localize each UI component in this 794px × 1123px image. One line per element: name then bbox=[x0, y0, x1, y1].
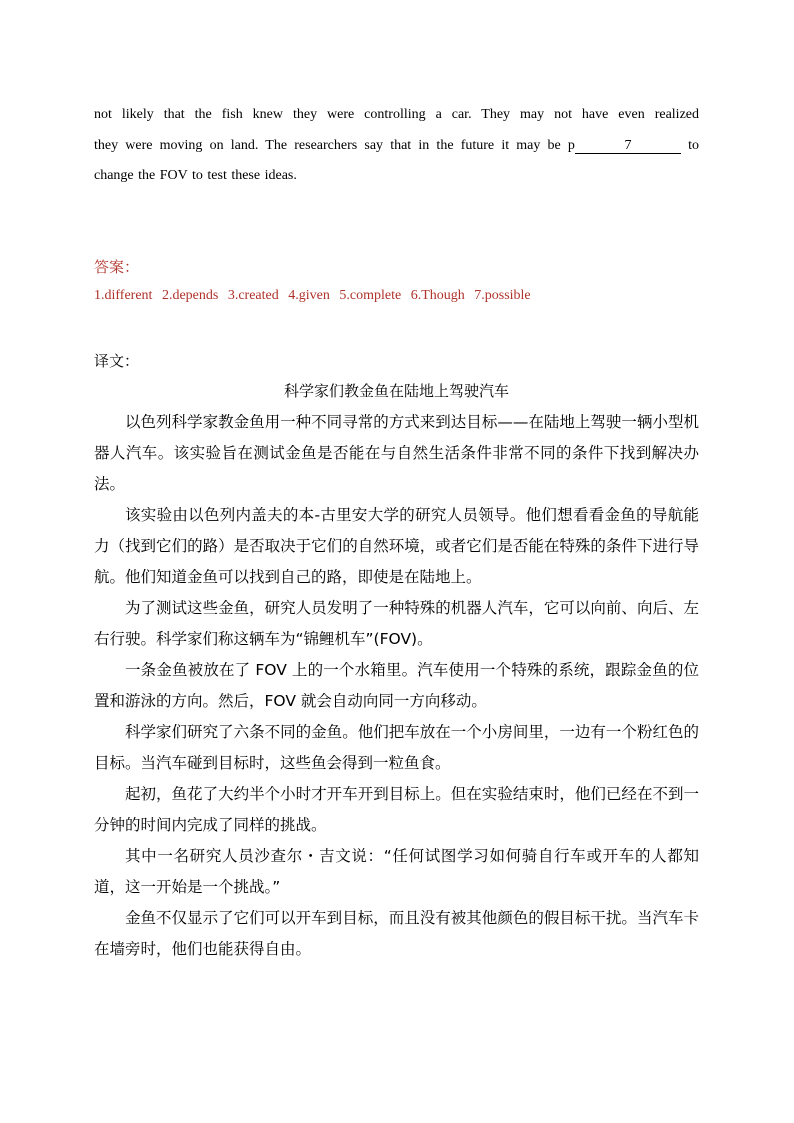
answer-item: 2.depends bbox=[161, 288, 219, 303]
blank-number: 7 bbox=[624, 137, 632, 153]
translation-paragraph: 以色列科学家教金鱼用一种不同寻常的方式来到达目标——在陆地上驾驶一辆小型机器人汽车。该实验旨在测试金鱼是否能在与自然生活条件非常不同的条件下找到解决办法。 bbox=[94, 413, 699, 493]
translation-body bbox=[94, 407, 699, 965]
translation-title: 科学家们教金鱼在陆地上驾驶汽车 bbox=[283, 382, 509, 400]
answer-item: 5.complete bbox=[339, 288, 402, 303]
answer-item: 7.possible bbox=[474, 288, 531, 303]
answers-list bbox=[94, 288, 537, 304]
passage-line-2-start: they were moving on land. The researchers say that in the future it may be p bbox=[94, 137, 575, 153]
translation-paragraph: 为了测试这些金鱼，研究人员发明了一种特殊的机器人汽车，它可以向前、向后、左右行驶。科学家们称这辆车为“锦鲤机车”(FOV)。 bbox=[94, 599, 699, 648]
passage-line-1: not likely that the fish knew they were controlling a car. They may not have even realized bbox=[94, 107, 699, 122]
answer-item: 6.Though bbox=[410, 288, 465, 303]
passage-line-3: change the FOV to test these ideas. bbox=[94, 168, 297, 183]
translation-label: 译文： bbox=[94, 352, 140, 370]
answer-item: 4.given bbox=[288, 288, 330, 303]
answer-item: 3.created bbox=[227, 288, 279, 303]
translation-paragraph: 科学家们研究了六条不同的金鱼。他们把车放在一个小房间里，一边有一个粉红色的目标。当汽车碰到目标时，这些鱼会得到一粒鱼食。 bbox=[94, 723, 699, 772]
passage-line-2 bbox=[94, 131, 699, 162]
translation-paragraph: 金鱼不仅显示了它们可以开车到目标，而且没有被其他颜色的假目标干扰。当汽车卡在墙旁时，他们也能获得自由。 bbox=[94, 909, 699, 958]
answers-label: 答案： bbox=[94, 258, 140, 276]
fill-blank-7 bbox=[575, 139, 681, 154]
translation-paragraph: 起初，鱼花了大约半个小时才开车开到目标上。但在实验结束时，他们已经在不到一分钟的时间内完成了同样的挑战。 bbox=[94, 785, 699, 834]
translation-paragraph: 该实验由以色列内盖夫的本-古里安大学的研究人员领导。他们想看看金鱼的导航能力（找到它们的路）是否取决于它们的自然环境，或者它们是否能在特殊的条件下进行导航。他们知道金鱼可以找到自己的路，即使是在陆地上。 bbox=[94, 506, 699, 586]
answer-item: 1.different bbox=[94, 288, 153, 303]
translation-paragraph: 其中一名研究人员沙查尔・吉文说：“任何试图学习如何骑自行车或开车的人都知道，这一开始是一个挑战。” bbox=[94, 847, 699, 896]
english-passage-tail bbox=[94, 100, 699, 192]
translation-paragraph: 一条金鱼被放在了 FOV 上的一个水箱里。汽车使用一个特殊的系统，跟踪金鱼的位置和游泳的方向。然后，FOV 就会自动向同一方向移动。 bbox=[94, 661, 699, 710]
passage-line-2-end: to bbox=[680, 137, 700, 153]
